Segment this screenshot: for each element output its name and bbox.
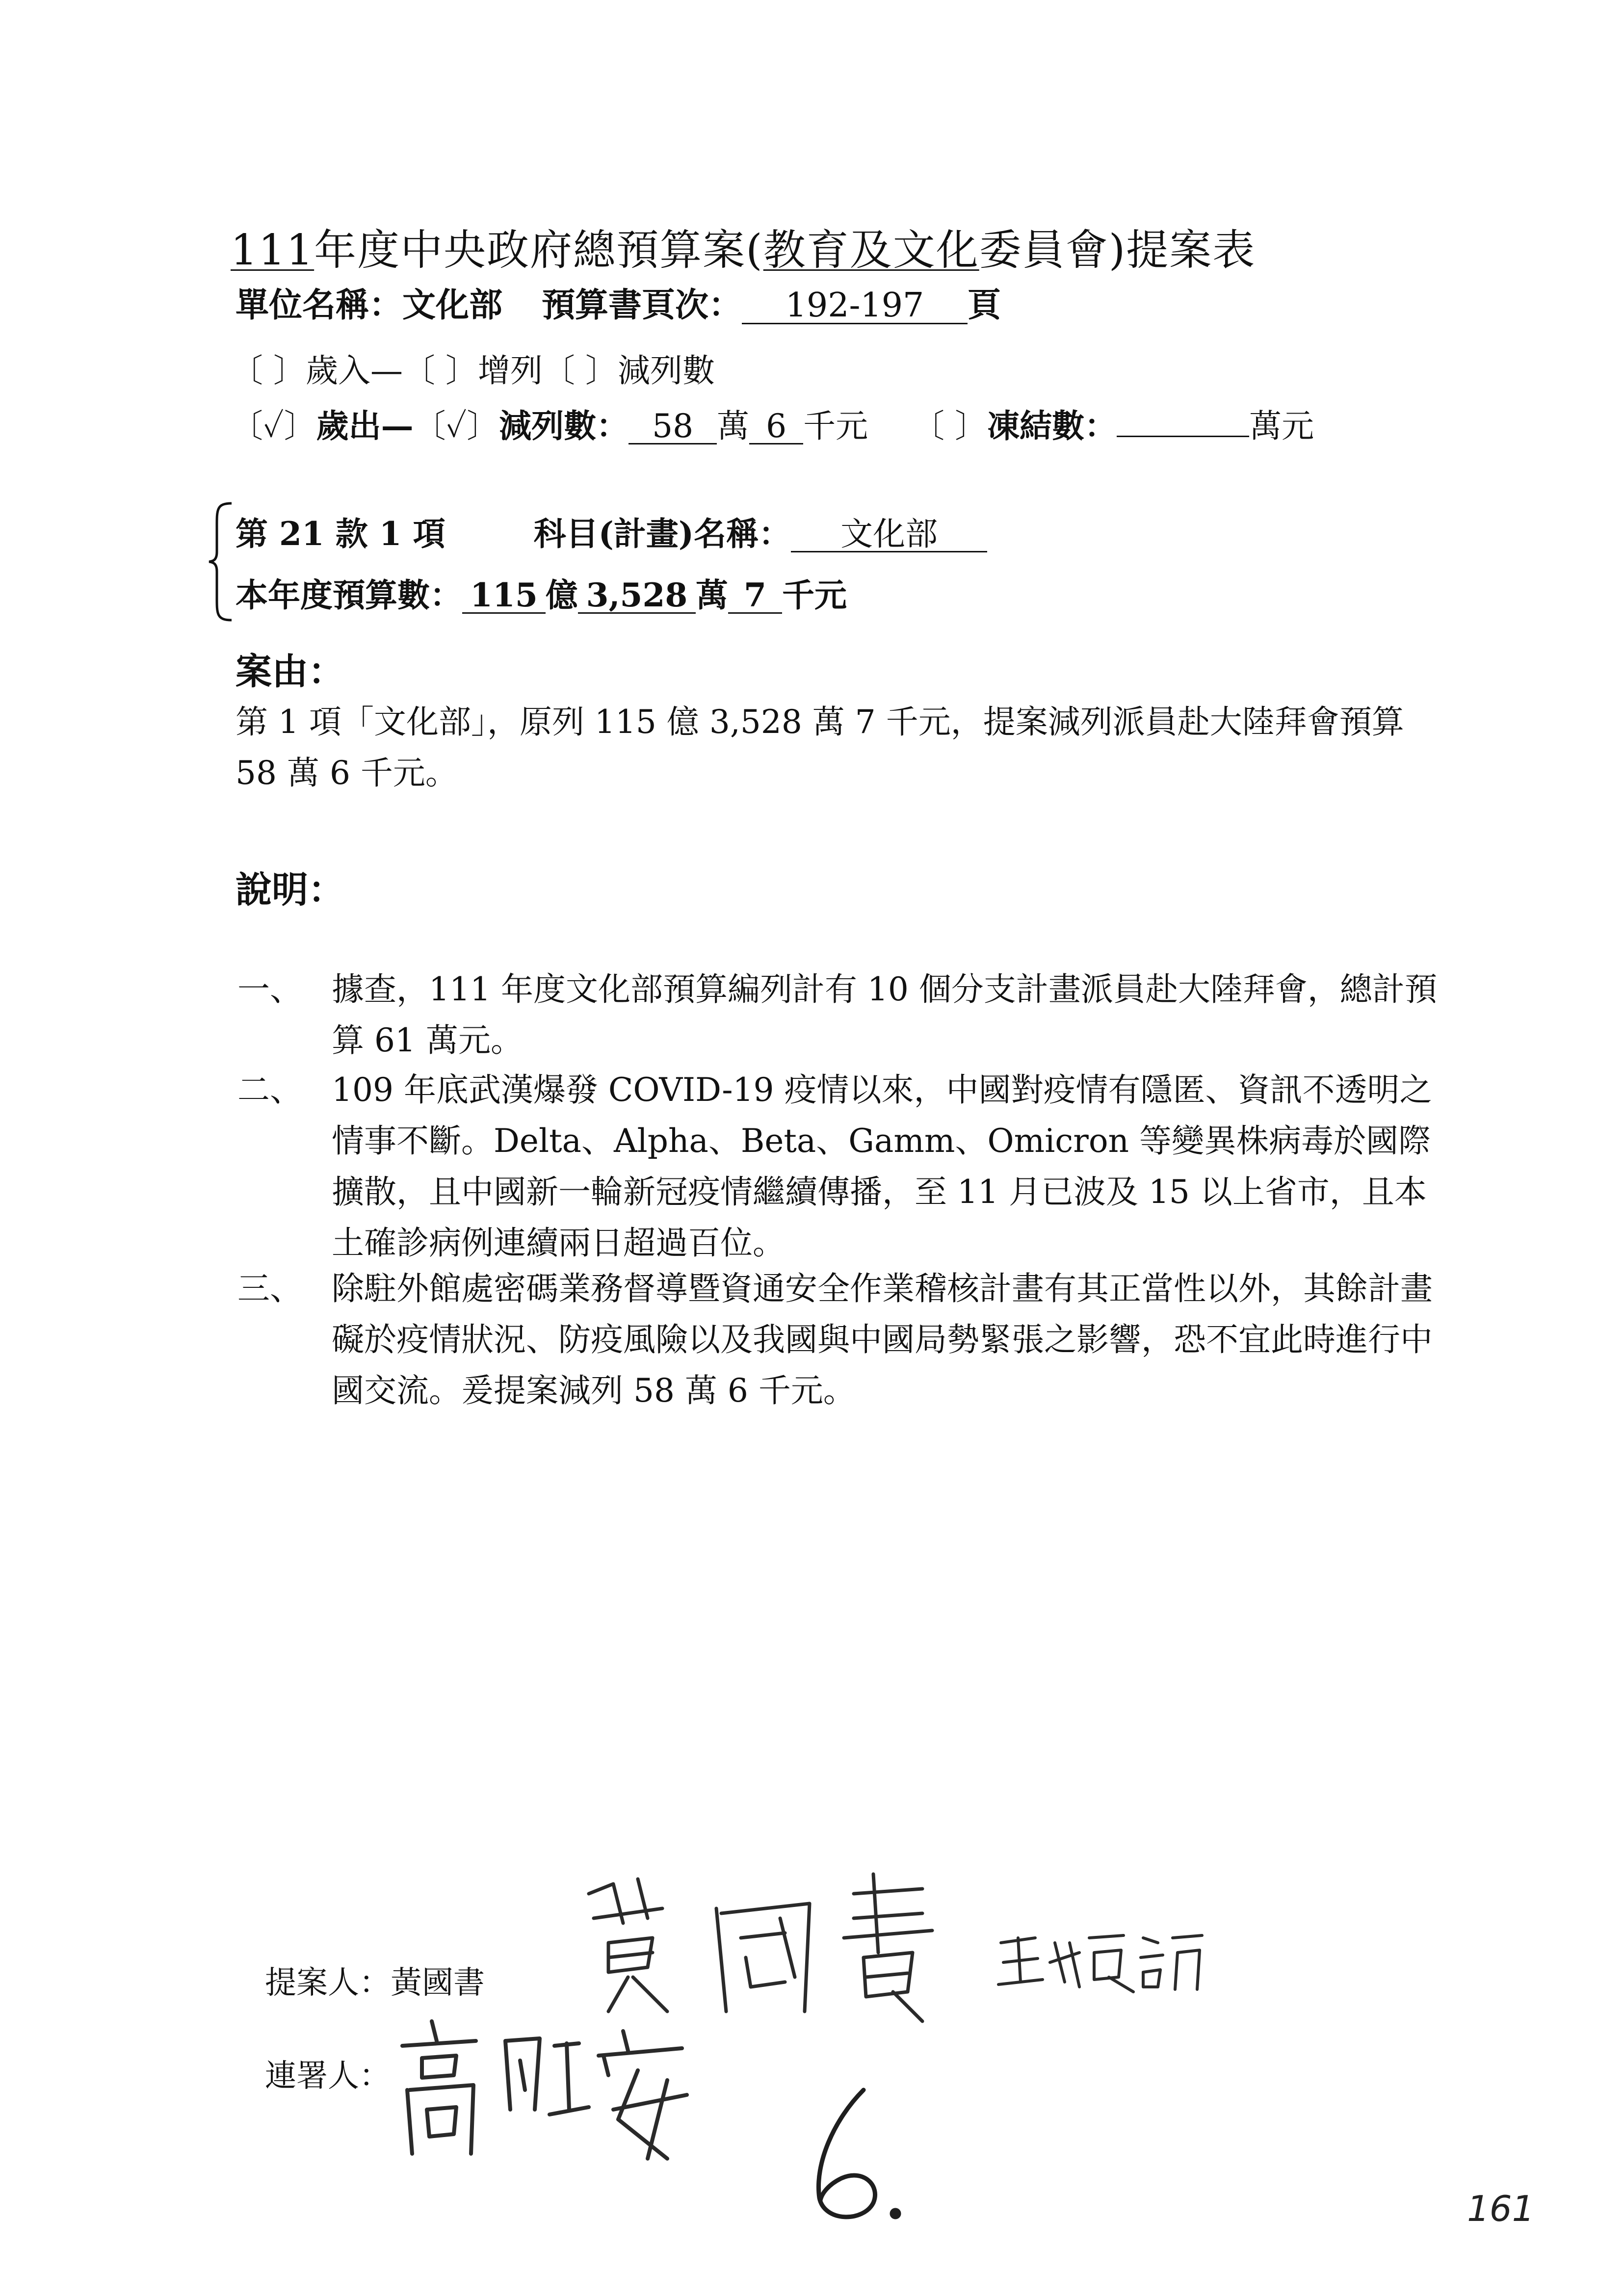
- qian-yuan-unit-2: 千元: [782, 576, 847, 614]
- expense-label: 歲出—: [316, 407, 414, 445]
- revenue-line-text: 〔 〕歲入—〔 〕增列〔 〕減列數: [231, 352, 715, 390]
- unit-line: [236, 279, 1001, 326]
- item-number: 一、: [237, 970, 302, 1008]
- page-label: 預算書頁次：: [542, 286, 742, 325]
- title-year: 111: [231, 226, 314, 275]
- wan-unit-2: 萬: [696, 576, 728, 614]
- proposer-line: [265, 1957, 485, 2003]
- bracket-open: 〔: [231, 407, 263, 445]
- handwritten-signature-wang: [996, 1923, 1207, 1997]
- item-text: 除駐外館處密碼業務督導暨資通安全作業稽核計畫有其正當性以外，其餘計畫礙於疫情狀況、防疫風險以及我國與中國局勢緊張之影響，恐不宜此時進行中國交流。爰提案減列 58 萬 6 千元。: [332, 1270, 1433, 1409]
- item-text: 據查，111 年度文化部預算編列計有 10 個分支計畫派員赴大陸拜會，總計預算 61 萬元。: [332, 970, 1437, 1059]
- freeze-unit: 萬元: [1249, 407, 1314, 445]
- title-committee: 教育及文化: [763, 226, 979, 275]
- budget-yi-value: 115: [462, 578, 546, 614]
- kuan-xiang-line: [236, 508, 987, 554]
- handwritten-mark-six: [795, 2080, 913, 2232]
- cut-label: 減列數：: [499, 407, 629, 445]
- freeze-value: [1117, 436, 1249, 437]
- subject-value: 文化部: [791, 517, 987, 552]
- explanation-item: [237, 964, 1452, 1067]
- revenue-line: [231, 344, 715, 391]
- reason-heading: 案由：: [236, 651, 344, 693]
- handwritten-signature-huang: [579, 1864, 962, 2026]
- cut-wan-value: 58: [629, 409, 717, 444]
- explanation-item: [237, 1263, 1452, 1420]
- bracket-close-2: 〕: [467, 407, 499, 445]
- page-value: 192-197: [742, 288, 968, 324]
- title-main: 年度中央政府總預算案(: [314, 226, 763, 275]
- check-mark-icon: ✓: [445, 407, 467, 445]
- explanation-item: [237, 1065, 1452, 1271]
- handwritten-signature-kao: [393, 2011, 697, 2168]
- cosigner-label: 連署人：: [265, 2058, 391, 2094]
- subject-label: 科目(計畫)名稱：: [533, 515, 791, 553]
- budget-wan-value: 3,528: [578, 578, 696, 614]
- proposer-label: 提案人：: [265, 1965, 391, 2001]
- cosigner-line: [265, 2051, 391, 2096]
- item-text: 109 年底武漢爆發 COVID-19 疫情以來，中國對疫情有隱匿、資訊不透明之情事不斷。Delta、Alpha、Beta、Gamm、Omicron 等變異株病毒於國際擴散，且中國新一輪新冠疫情繼續傳播，至 11 月已波及 15 以上省市，且本土確診病例連續兩日超過百位。: [332, 1071, 1432, 1262]
- qian-yuan-unit: 千元: [803, 407, 868, 445]
- kuan-xiang: 第 21 款 1 項: [236, 515, 445, 553]
- page-number: 161: [1467, 2188, 1535, 2229]
- freeze-box: 〔 〕: [912, 407, 988, 445]
- page-suffix: 頁: [968, 286, 1001, 325]
- left-brace-icon: [206, 500, 236, 623]
- item-number: 二、: [237, 1071, 302, 1109]
- unit-label: 單位名稱：: [236, 286, 403, 325]
- yi-unit: 億: [546, 576, 578, 614]
- proposer-name: 黃國書: [391, 1965, 485, 2001]
- budget-line: [236, 569, 847, 616]
- check-mark-icon: ✓: [263, 407, 284, 445]
- explanation-heading: 說明：: [236, 869, 344, 911]
- budget-qian-value: 7: [728, 578, 782, 614]
- freeze-label: 凍結數：: [987, 407, 1117, 445]
- expense-line: [231, 400, 1314, 446]
- form-title: [231, 216, 1256, 277]
- budget-label: 本年度預算數：: [236, 576, 462, 614]
- item-number: 三、: [237, 1270, 302, 1307]
- bracket-close: 〕: [284, 407, 316, 445]
- bracket-open-2: 〔: [413, 407, 446, 445]
- wan-unit: 萬: [717, 407, 750, 445]
- reason-body: 第 1 項「文化部」，原列 115 億 3,528 萬 7 千元，提案減列派員赴大陸拜會預算 58 萬 6 千元。: [236, 703, 1404, 792]
- title-tail: 委員會)提案表: [979, 226, 1256, 275]
- cut-qian-value: 6: [749, 409, 803, 444]
- unit-name: 文化部: [402, 286, 503, 325]
